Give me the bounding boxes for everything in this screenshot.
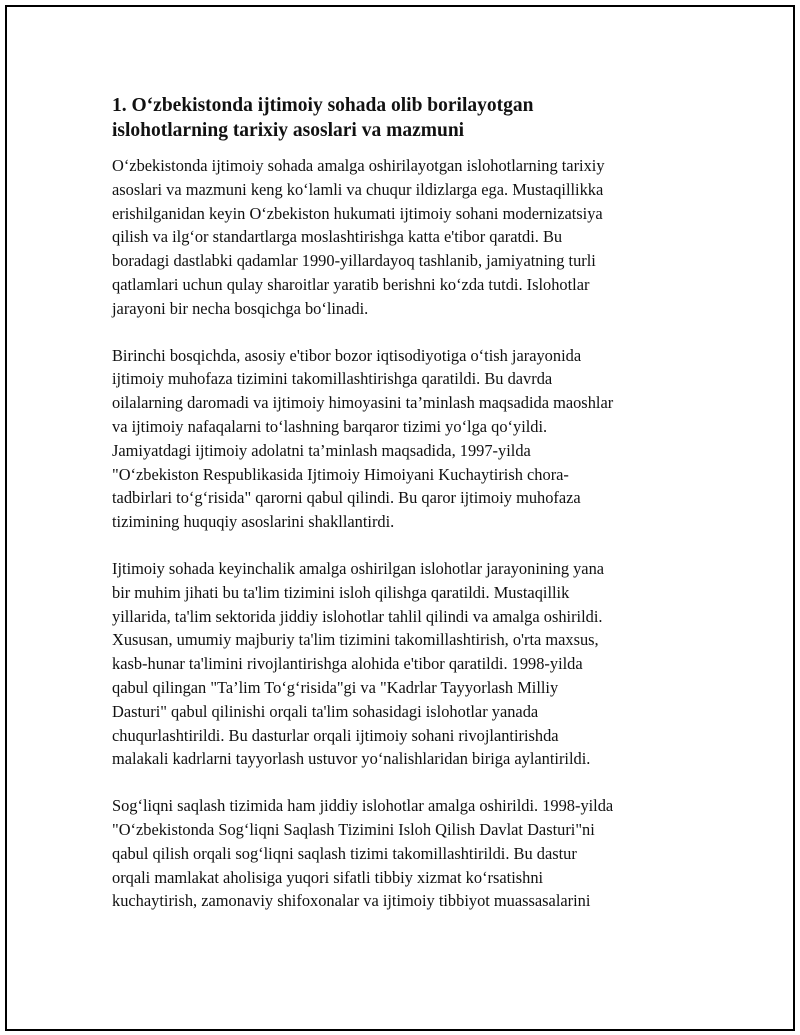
heading-line: 1. O‘zbekistonda ijtimoiy sohada olib borilayotgan: [112, 95, 534, 116]
text-line: asoslari va mazmuni keng ko‘lamli va chuqur ildizlarga ega. Mustaqillikka: [112, 179, 604, 199]
paragraph-3: [112, 557, 702, 771]
text-line: chuqurlashtirildi. Bu dasturlar orqali ijtimoiy sohani rivojlantirishda: [112, 725, 559, 745]
text-line: jarayoni bir necha bosqichga bo‘linadi.: [112, 298, 369, 318]
text-line: tizimining huquqiy asoslarini shakllantirdi.: [112, 512, 395, 532]
text-line: boradagi dastlabki qadamlar 1990-yillardayoq tashlanib, jamiyatning turli: [112, 251, 596, 271]
text-line: O‘zbekistonda ijtimoiy sohada amalga oshirilayotgan islohotlarning tarixiy: [112, 156, 605, 175]
paragraph-4: [112, 794, 702, 913]
text-line: "O‘zbekistonda Sog‘liqni Saqlash Tizimini Isloh Qilish Davlat Dasturi"ni: [112, 819, 595, 839]
text-line: orqali mamlakat aholisiga yuqori sifatli tibbiy xizmat ko‘rsatishni: [112, 867, 544, 887]
text-line: qabul qilish orqali sog‘liqni saqlash tizimi takomillashtirildi. Bu dastur: [112, 843, 577, 863]
text-line: Xususan, umumiy majburiy ta'lim tizimini takomillashtirish, o'rta maxsus,: [112, 630, 599, 650]
text-line: qabul qilingan "Ta’lim To‘g‘risida"gi va "Kadrlar Tayyorlash Milliy: [112, 677, 559, 697]
text-line: Sog‘liqni saqlash tizimida ham jiddiy islohotlar amalga oshirildi. 1998-yilda: [112, 796, 614, 816]
text-line: tadbirlari to‘g‘risida" qarorni qabul qilindi. Bu qaror ijtimoiy muhofaza: [112, 488, 581, 508]
section-heading: [112, 93, 702, 143]
text-line: Jamiyatdagi ijtimoiy adolatni ta’minlash maqsadida, 1997-yilda: [112, 440, 531, 460]
text-line: kasb-hunar ta'limini rivojlantirishga alohida e'tibor qaratildi. 1998-yilda: [112, 654, 583, 674]
text-line: yillarida, ta'lim sektorida jiddiy islohotlar tahlil qilindi va amalga oshirildi.: [112, 606, 603, 626]
document-body: [112, 93, 702, 936]
text-line: "O‘zbekiston Respublikasida Ijtimoiy Himoiyani Kuchaytirish chora-: [112, 464, 569, 484]
paragraph-2: [112, 344, 702, 534]
text-line: malakali kadrlarni tayyorlash ustuvor yo‘nalishlaridan biriga aylantirildi.: [112, 749, 591, 769]
paragraph-1: [112, 154, 702, 321]
text-line: va ijtimoiy nafaqalarni to‘lashning barqaror tizimi yo‘lga qo‘yildi.: [112, 416, 548, 436]
heading-line: islohotlarning tarixiy asoslari va mazmuni: [112, 120, 465, 141]
text-line: qilish va ilg‘or standartlarga moslashtirishga katta e'tibor qaratdi. Bu: [112, 227, 563, 247]
text-line: erishilganidan keyin O‘zbekiston hukumati ijtimoiy sohani modernizatsiya: [112, 203, 603, 223]
text-line: qatlamlari uchun qulay sharoitlar yaratib berishni ko‘zda tutdi. Islohotlar: [112, 274, 590, 294]
text-line: Dasturi" qabul qilinishi orqali ta'lim sohasidagi islohotlar yanada: [112, 701, 539, 721]
text-line: Ijtimoiy sohada keyinchalik amalga oshirilgan islohotlar jarayonining yana: [112, 558, 605, 578]
text-line: kuchaytirish, zamonaviy shifoxonalar va ijtimoiy tibbiyot muassasalarini: [112, 891, 591, 911]
text-line: Birinchi bosqichda, asosiy e'tibor bozor iqtisodiyotiga o‘tish jarayonida: [112, 345, 582, 365]
text-line: ijtimoiy muhofaza tizimini takomillashtirishga qaratildi. Bu davrda: [112, 369, 553, 389]
text-line: bir muhim jihati bu ta'lim tizimini isloh qilishga qaratildi. Mustaqillik: [112, 582, 570, 602]
text-line: oilalarning daromadi va ijtimoiy himoyasini ta’minlash maqsadida maoshlar: [112, 393, 614, 413]
